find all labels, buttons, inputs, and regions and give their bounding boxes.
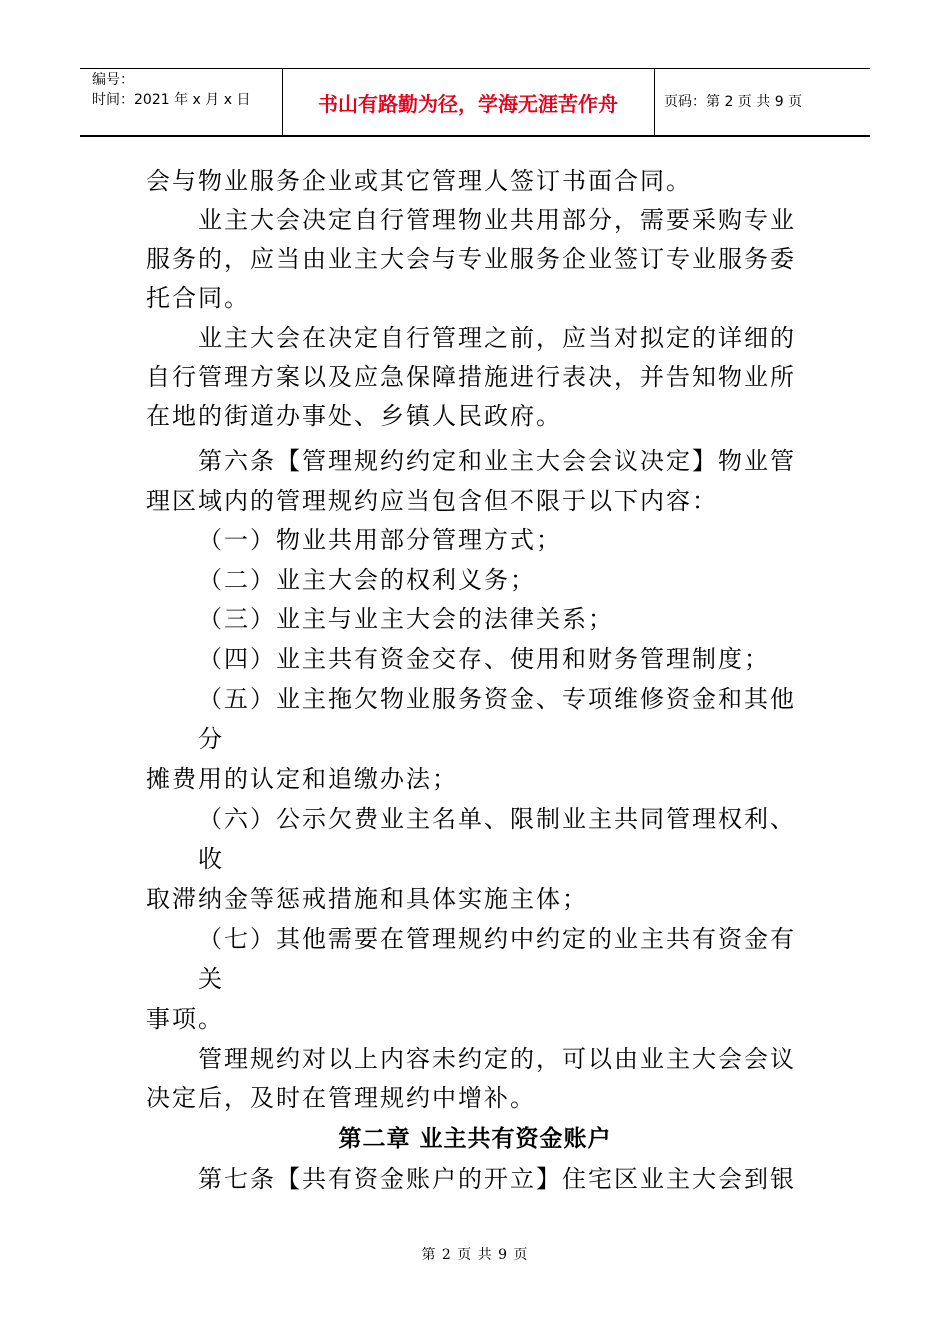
chapter-heading: 第二章 业主共有资金账户 [338,1126,612,1152]
body-line: 分 [198,725,224,753]
list-item: （二）业主大会的权利义务； [198,566,536,594]
body-line: 第六条【管理规约约定和业主大会会议决定】物业管 [198,447,796,475]
header-motto: 书山有路勤为径，学海无涯苦作舟 [318,91,618,116]
body-line: 托合同。 [146,284,250,312]
body-line: 摊费用的认定和追缴办法； [146,765,458,793]
header-divider-right [654,68,655,136]
header-page-info: 页码：第 2 页 共 9 页 [664,94,803,110]
list-item: （四）业主共有资金交存、使用和财务管理制度； [198,645,770,673]
page-footer: 第 2 页 共 9 页 [421,1247,529,1263]
body-line: 会与物业服务企业或其它管理人签订书面合同。 [146,167,692,195]
body-line: 在地的街道办事处、乡镇人民政府。 [146,402,562,430]
code-label: 编号： [92,72,134,88]
list-item: （三）业主与业主大会的法律关系； [198,605,614,633]
list-item: （七）其他需要在管理规约中约定的业主共有资金有 [198,925,796,953]
list-item: （一）物业共用部分管理方式； [198,526,562,554]
body-line: 服务的，应当由业主大会与专业服务企业签订专业服务委 [146,245,796,273]
body-line: 事项。 [146,1005,224,1033]
body-line: 业主大会决定自行管理物业共用部分，需要采购专业 [198,206,796,234]
body-line: 收 [198,845,224,873]
body-line: 取滞纳金等惩戒措施和具体实施主体； [146,885,588,913]
body-line: 决定后，及时在管理规约中增补。 [146,1084,536,1112]
body-line: 第七条【共有资金账户的开立】住宅区业主大会到银 [198,1165,796,1193]
header-bottom-rule [80,135,870,137]
date-label: 时间：2021 年 x 月 x 日 [92,92,251,108]
body-line: 关 [198,965,224,993]
header-meta [92,70,250,110]
body-line: 自行管理方案以及应急保障措施进行表决，并告知物业所 [146,363,796,391]
list-item: （六）公示欠费业主名单、限制业主共同管理权利、 [198,805,796,833]
body-line: 管理规约对以上内容未约定的，可以由业主大会会议 [198,1045,796,1073]
body-line: 业主大会在决定自行管理之前，应当对拟定的详细的 [198,324,796,352]
body-line: 理区域内的管理规约应当包含但不限于以下内容： [146,487,718,515]
list-item: （五）业主拖欠物业服务资金、专项维修资金和其他 [198,685,796,713]
